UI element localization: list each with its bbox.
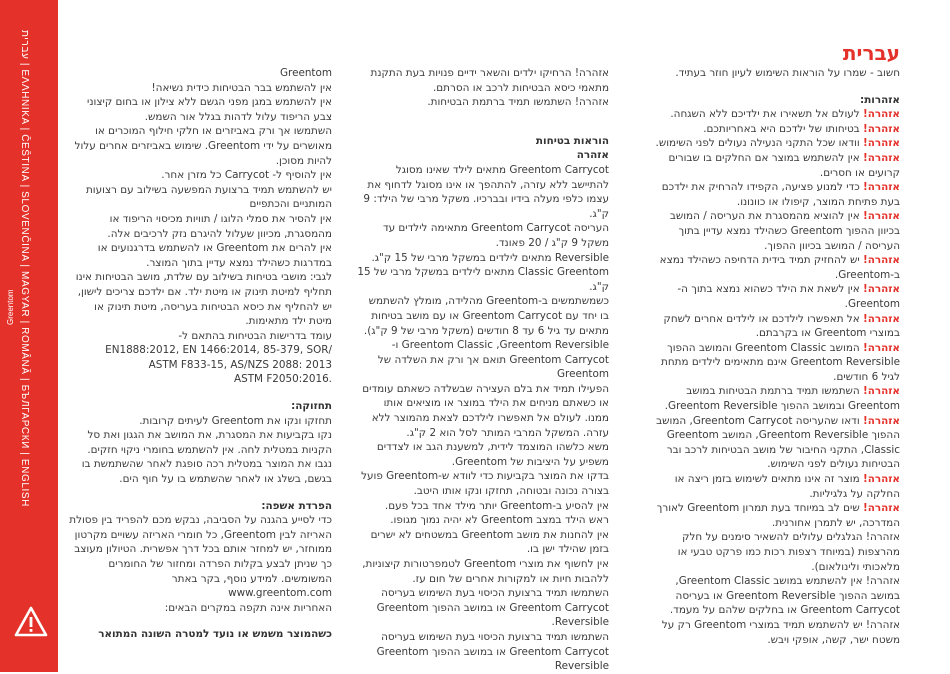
brand-name: Greentom [279, 67, 332, 79]
warning-label: אזהרה! [863, 151, 900, 164]
warning-text: יש להחזיק תמיד בידית הדחיפה כשהילד נמצא ב-Greentom. [659, 254, 900, 281]
waste-paragraph: האחריות אינה תקפה במקרים הבאים: [164, 601, 332, 614]
warning-triangle-icon [14, 606, 48, 638]
language-sidebar [0, 0, 58, 672]
warning-text: אין להוציא מהמסגרת את העריסה / המושב בכיוון ההפוך Greentom כשהילד נמצא עדיין בתוך העריסה / המושב בכיוון ההפוך. [669, 210, 900, 252]
warning-label: אזהרה! [863, 181, 900, 194]
warning-item [652, 151, 900, 180]
sidebar-brand: Greentom [6, 289, 15, 325]
safety-paragraph: אין לחשוף את מוצרי Greentom לטמפרטורות קיצוניות, ללהבות חיות או למקורות אחרים של חום עז. [362, 558, 609, 585]
warning-label: אזהרה! [863, 108, 900, 121]
language-list: עברית | ΕΛΛΗΝΙΚΑ | ČEŠTINA | SLOVENČINA | MAGYAR | ROMÂNĂ | БЪЛГАРСКИ | ENGLISH [19, 30, 30, 507]
warranty-heading: כשהמוצר משמש או נועד למטרה השונה המתואר [98, 628, 332, 641]
warnings-list [652, 107, 900, 647]
maintenance-paragraph: נגבו את המוצר במטלית רכה סופגת לאחר שהשתמשת בו בגשם, בשלג או לאחר שהשתמש בו על חוף הים. [81, 458, 332, 486]
warning-item [652, 312, 900, 341]
warning-item [652, 282, 900, 311]
standards-line: ASTM F833-15, AS/NZS 2088: 2013 [148, 358, 332, 371]
maintenance-heading: תחזוקה: [291, 400, 332, 413]
warning-text: השתמשו תמיד ברתמת הבטיחות במושב Greentom ובמושב ההפוך Greentom Reversible. [664, 385, 900, 413]
safety-paragraph: השתמשו תמיד ברצועת הכיסוי בעת השימוש בעריסה Greentom Carrycot או במושב ההפוך Greentom Reversible [376, 630, 609, 673]
safety-paragraph: השתמשו תמיד ברצועת הכיסוי בעת השימוש בעריסה Greentom Carrycot או במושב ההפוך Greentom Reversible. [376, 587, 609, 629]
warning-item [652, 384, 900, 413]
warning-item [652, 253, 900, 282]
warning-label: אזהרה! [863, 254, 900, 267]
warning-item [652, 341, 900, 385]
warning-paragraph: אזהרה! הרחיקו ילדים והשאר ידיים פנויות בעת התקנת מתאמי כיסא הבטיחות לרכב או הסרתם. [370, 67, 609, 94]
safety-paragraph: משא כלשהו המוצמד לידית, למשענת הגב או לצדדים משפיע על היציבות של Greentom. [376, 441, 609, 468]
safety-paragraph: העריסה Greentom Carrycot מתאימה לילדים עד משקל 9 ק"ג / 20 פאונד. [382, 222, 609, 249]
safety-paragraph: כשמשתמשים ב-Greentom מהלידה, מומלץ להשתמש בו יחד עם Greentom Carrycot או עם מושב בטיחות מתאים עד גיל 6 עד 8 חודשים (משקל מרבי של 9 ק"ג). Greentom Classic ,Greentom Reversible ו-Greentom Carrycot תואם אך ורק את השלדה של Greentom [363, 295, 609, 381]
safety-paragraph: Reversible מתאים לילדים במשקל מרבי של 15 ק"ג. Classic Greentom מתאים לילדים במשקל מרבי של 15 ק"ג. [357, 251, 609, 293]
warning-item [652, 136, 900, 151]
warning-label: אזהרה! [863, 122, 900, 135]
warning-item [652, 107, 900, 122]
info-paragraph: אין להסיר את סמלי הלוגו / תוויות מכיסוי הריפוד או מהמסגרת, מכיוון שעלול להיגרם נזק לרכיבים אלה. [107, 212, 332, 240]
warning-label: אזהרה! [863, 312, 900, 325]
safety-paragraph: אין להחנות את מושב Greentom במשטחים לא ישרים בזמן שהילד ישן בו. [370, 528, 609, 556]
warning-label: אזהרה! [863, 137, 900, 150]
warning-text: שים לב במיוחד בעת תמרון Greentom לאורך המדרכה, יש לתמרן אחורנית. [656, 502, 900, 529]
column-warnings [652, 40, 900, 647]
warning-text: המושב Greentom Classic והמושב ההפוך Greentom Reversible אינם מתאימים לילדים מתחת לגיל 6 חודשים. [661, 341, 900, 383]
warning-text: וודאו שכל התקני הנעילה נעולים לפני השימוש. [655, 137, 863, 150]
warning-text: כדי למנוע פציעה, הקפידו להרחיק את ילדכם בעת פתיחת המוצר, קיפולו או כוונונו. [661, 181, 900, 208]
warning-paragraph: אזהרה! השתמשו תמיד ברתמת הבטיחות. [427, 96, 609, 109]
safety-paragraph: Greentom Carrycot מתאים לילד שאינו מסוגל להתיישב ללא עזרה, להתהפך או אינו מסוגל לדחוף את עצמו כלפי מעלה בידיו ובברכיו. משקל מרבי של הילד: 9 ק"ג. [363, 163, 609, 220]
warning-item [652, 472, 900, 501]
safety-heading: הוראות בטיחות [535, 134, 609, 147]
column-maintenance [69, 66, 332, 642]
warning-item [652, 574, 900, 618]
warning-text: מוצר זה אינו מתאים לשימוש בזמן ריצה או החלקה על גלגיליות. [674, 473, 900, 500]
warning-label: אזהרה! [863, 502, 900, 515]
info-paragraph: אין להשתמש בבר הבטיחות כידית נשיאה! [151, 81, 332, 94]
standards-line: ASTM F2050:2016. [234, 373, 332, 386]
waste-paragraph: כדי לסייע בהגנה על הסביבה, נבקש מכם להפריד בין פסולת האריזה לבין Greentom, כל חומרי האריזה עשויים מקרטון ממוחזר, יש למחזר אותם בכל דרך אפשרית. הטיולון מעוצב כך שניתן לבצע בקלות הפרדה ומחזור של החומרים המשומשים. למידע נוסף, בקר באתר www.greentom.com [69, 514, 332, 600]
safety-subheading: אזהרה [576, 149, 609, 162]
warning-label: אזהרה! [863, 341, 900, 354]
warning-item [652, 530, 900, 574]
warning-label: אזהרה! [863, 473, 900, 486]
warning-text: אין לשאת את הילד כשהוא נמצא בתוך ה-Greentom. [677, 283, 900, 310]
warning-text: אזהרה! הגלגלים עלולים להשאיר סימנים על חלק מהרצפות (במיוחד רצפות רכות כמו פרקט טבעי או מלאכותי ולינולאום). [677, 531, 900, 573]
warning-item [652, 122, 900, 137]
warning-label: אזהרה! [863, 385, 900, 398]
warning-text: לעולם אל תשאירו את ילדיכם ללא השגחה. [670, 108, 863, 121]
warning-label: אזהרה! [863, 283, 900, 296]
info-paragraph: אין להוסיף ל- Carrycot כל מזרן אחר. [161, 169, 332, 182]
warning-text: אזהרה! אין להשתמש במושב Greentom Classic, במושב ההפוך Greentom Reversible או בעריסה Greentom Carrycot או בחלקים שלהם על מעמד. [669, 575, 900, 617]
warning-text: אזהרה! יש להשתמש תמיד במוצרי Greentom רק על משטח ישר, קשה, אופקי ויבש. [661, 618, 900, 646]
warning-label: אזהרה! [863, 414, 900, 427]
waste-heading: הפרדת אשפה: [261, 499, 332, 512]
page-title: עברית [842, 41, 900, 65]
maintenance-paragraph: תחזקו ונקו את Greentom לעיתים קרובות. [139, 414, 332, 427]
warning-text: ודאו שהעריסה Greentom Carrycot, המושב ההפוך Greentom Reversible, המושב Greentom Classic, התקני החיבור של מושב הבטיחות לרכב ובר הבטיחות נעולים לפני השימוש. [656, 414, 900, 471]
standards-line: EN1888:2012, EN 1466:2014, 85-379, SOR/ [105, 344, 332, 357]
info-paragraph: לגבי: מושבי בטיחות בשילוב עם שלדת, מושב הבטיחות אינו תחליף למיטת תינוק או מיטת ילד. אם ילדכם צריכים לישון, יש להחליף את כיסא הבטיחות בעריסה, מיטת תינוק או מיטת ילד מתאימות. [75, 271, 332, 328]
warning-item [652, 618, 900, 647]
info-paragraph: השתמשו אך ורק באביזרים או חלקי חילוף המוכרים או מאושרים על ידי Greentom. שימוש באביזרים אחרים עלול להיות מסוכן. [74, 125, 332, 167]
warnings-heading: אזהרות: [860, 93, 900, 106]
warning-text: אל תאפשרו לילדכם או לילדים אחרים לשחק במוצרי Greentom או בקרבתם. [663, 312, 900, 340]
warning-text: בטיחותו של ילדכם היא באחריותכם. [703, 122, 863, 135]
warning-item [652, 501, 900, 530]
warning-item [652, 209, 900, 253]
safety-paragraph: אין להסיע ב-Greentom יותר מילד אחד בכל פעם. [384, 499, 609, 512]
safety-paragraph: הפעילו תמיד את בלם העצירה שבשלדה כשאתם עומדים או כשאתם מניחים את הילד במוצר או מוציאים אותו ממנו. לעולם אל תאפשרו לילדכם לצאת מהמוצר ללא עזרה. המשקל המרבי המותר לסל הוא 2 ק"ג. [362, 382, 609, 439]
safety-paragraph: בדקו את המוצר בקביעות כדי לוודא ש-Greentom פועל בצורה נכונה ובטוחה, תחזקו ונקו אותו היטב. [361, 470, 609, 498]
warning-label: אזהרה! [863, 210, 900, 223]
info-paragraph: עומד בדרישות הבטיחות בהתאם ל- [178, 329, 332, 342]
column-safety [357, 66, 609, 674]
maintenance-paragraph: נקו בקביעות את המסגרת, את המושב את הגגון ואת סל הקניות במטלית לחה. אין להשתמש בחומרי ניקוי חזקים. [87, 429, 332, 456]
warning-text: אין להשתמש במוצר אם החלקים בו שבורים קרועים או חסרים. [668, 151, 900, 179]
info-paragraph: יש להשתמש תמיד ברצועת המפשעה בשילוב עם רצועות המותניים והכתפיים [85, 183, 332, 211]
intro-text: חשוב - שמרו על הוראות השימוש לעיון חוזר בעתיד. [675, 67, 900, 79]
safety-paragraph: ראש הילד במצב Greentom לא יהיה נמוך מגופו. [390, 514, 609, 527]
info-paragraph: אין להשתמש במגן מפני הגשם ללא צילון או בחום קיצוני צבע הריפוד עלול לדהות בגלל אור השמש. [87, 96, 332, 123]
warning-item [652, 414, 900, 472]
info-paragraph: אין להרים את Greentom או להשתמש בדרגנועים או במדרגות כשהילד נמצא עדיין בתוך המוצר. [97, 242, 332, 269]
warning-item [652, 180, 900, 209]
